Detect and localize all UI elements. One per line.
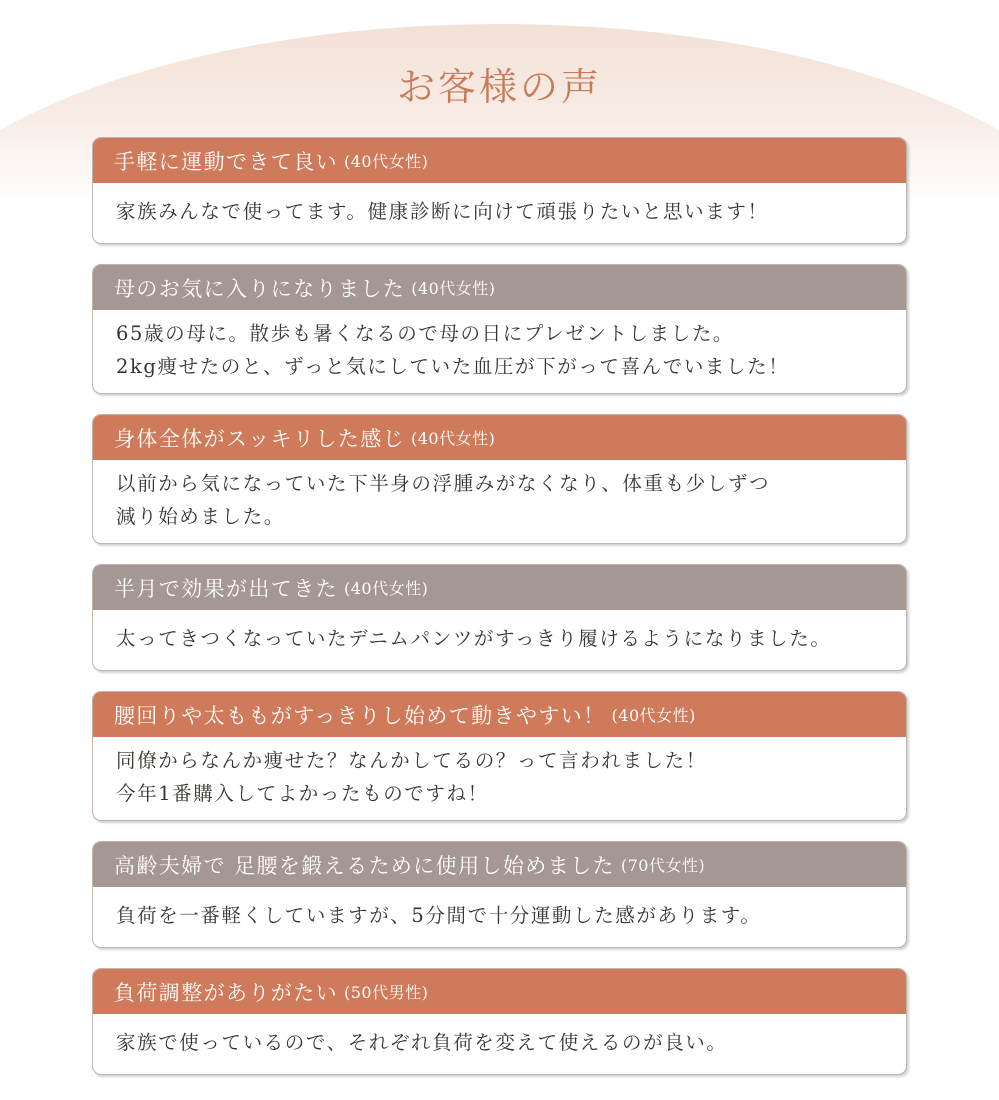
testimonial-header	[93, 565, 906, 610]
testimonial-list	[92, 137, 907, 1075]
testimonial-header	[93, 138, 906, 183]
testimonial-title: 母のお気に入りになりました	[114, 276, 406, 301]
testimonial-text-line: 以前から気になっていた下半身の浮腫みがなくなり、体重も少しずつ	[116, 472, 771, 495]
testimonial-author-tag: (50代男性)	[344, 983, 429, 1002]
testimonial-header	[93, 969, 906, 1014]
testimonial-card	[92, 264, 907, 394]
testimonial-text-line: 減り始めました。	[116, 505, 285, 528]
testimonial-author-tag: (40代女性)	[344, 152, 429, 171]
testimonial-body	[93, 183, 906, 243]
testimonial-card	[92, 691, 907, 821]
testimonial-header	[93, 692, 906, 737]
testimonial-text-line: 今年1番購入してよかったものですね！	[116, 782, 489, 805]
testimonial-header	[93, 842, 906, 887]
testimonial-card	[92, 841, 907, 948]
testimonial-author-tag: (40代女性)	[344, 579, 429, 598]
testimonial-text-line: 太ってきつくなっていたデニムパンツがすっきり履けるようになりました。	[116, 627, 832, 650]
testimonial-body	[93, 1014, 906, 1074]
testimonial-text-line: 2kg痩せたのと、ずっと気にしていた血圧が下がって喜んでいました！	[116, 355, 790, 378]
testimonial-card	[92, 414, 907, 544]
testimonial-card	[92, 137, 907, 244]
testimonial-text-line: 同僚からなんか痩せた？なんかしてるの？って言われました！	[116, 749, 707, 772]
testimonial-text-line: 家族みんなで使ってます。健康診断に向けて頑張りたいと思います！	[116, 200, 769, 223]
testimonial-title: 半月で効果が出てきた	[114, 576, 338, 601]
testimonial-header	[93, 265, 906, 310]
testimonial-author-tag: (40代女性)	[611, 706, 696, 725]
testimonial-header	[93, 415, 906, 460]
testimonial-author-tag: (40代女性)	[411, 279, 496, 298]
testimonial-title: 身体全体がスッキリした感じ	[114, 426, 405, 451]
testimonial-body	[93, 310, 906, 393]
testimonial-card	[92, 564, 907, 671]
page-title: お客様の声	[396, 65, 602, 109]
testimonial-text-line: 65歳の母に。散歩も暑くなるので母の日にプレゼントしました。	[116, 322, 735, 345]
testimonial-card	[92, 968, 907, 1075]
testimonial-title: 高齢夫婦で 足腰を鍛えるために使用し始めました	[114, 853, 615, 878]
testimonial-body	[93, 887, 906, 947]
testimonial-body	[93, 460, 906, 543]
testimonial-body	[93, 610, 906, 670]
testimonial-author-tag: (70代女性)	[620, 856, 706, 875]
testimonial-body	[93, 737, 906, 820]
testimonial-title: 腰回りや太ももがすっきりし始めて動きやすい！	[114, 703, 606, 728]
testimonial-title: 手軽に運動できて良い	[114, 149, 338, 174]
testimonial-text-line: 家族で使っているので、それぞれ負荷を変えて使えるのが良い。	[116, 1031, 728, 1054]
testimonial-author-tag: (40代女性)	[411, 429, 496, 448]
testimonial-text-line: 負荷を一番軽くしていますが、5分間で十分運動した感があります。	[116, 904, 762, 927]
testimonial-title: 負荷調整がありがたい	[114, 980, 338, 1005]
